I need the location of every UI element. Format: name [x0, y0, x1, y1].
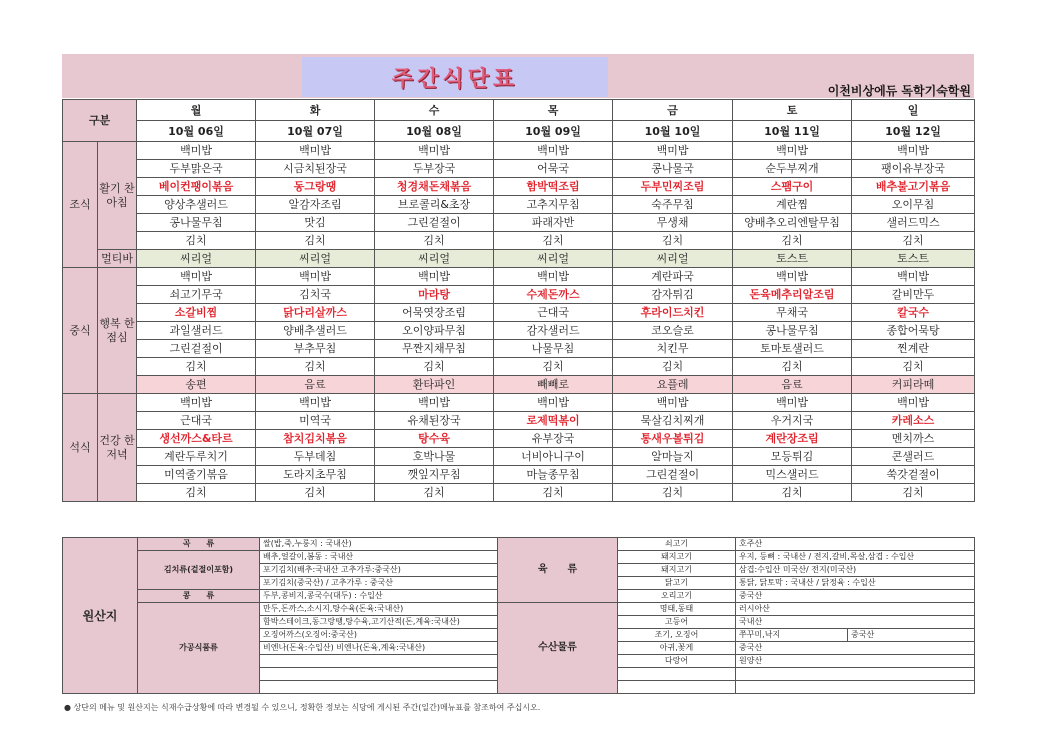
menu-item: 양배추오리엔탈무침	[733, 214, 852, 232]
menu-item: 콩나물무침	[733, 322, 852, 340]
menu-item: 감자튀김	[613, 286, 733, 304]
menu-item: 백미밥	[494, 142, 613, 160]
menu-item: 백미밥	[375, 268, 494, 286]
menu-item: 백미밥	[256, 268, 375, 286]
lunch-sub-label: 행복 한 점심	[98, 268, 137, 394]
menu-item: 소갈비찜	[137, 304, 256, 322]
origin-empty	[618, 668, 736, 681]
menu-item: 토마토샐러드	[733, 340, 852, 358]
date-label: 10월 08일	[375, 121, 494, 142]
menu-item: 카레소스	[852, 412, 975, 430]
menu-item: 통새우볼튀김	[613, 430, 733, 448]
origin-meat-origin: 호주산	[736, 538, 975, 551]
origin-seafood-origin: 쭈꾸미,낙지	[736, 629, 848, 642]
origin-seafood-item: 명태,동태	[618, 603, 736, 616]
origin-meat-label: 육 류	[498, 538, 618, 603]
date-label: 10월 12일	[852, 121, 975, 142]
menu-item: 유부장국	[494, 430, 613, 448]
menu-item: 백미밥	[613, 394, 733, 412]
menu-item: 숙주무침	[613, 196, 733, 214]
menu-item: 수제돈까스	[494, 286, 613, 304]
menu-item: 커피라떼	[852, 376, 975, 394]
page-title: 주간식단표	[302, 57, 608, 97]
origin-empty	[260, 655, 498, 668]
menu-item: 백미밥	[137, 394, 256, 412]
origin-empty	[260, 681, 498, 694]
menu-row	[63, 340, 975, 358]
menu-item: 그린겉절이	[375, 214, 494, 232]
menu-item: 김치	[256, 232, 375, 250]
menu-item: 호박나물	[375, 448, 494, 466]
menu-row	[63, 412, 975, 430]
menu-item: 모등튀김	[733, 448, 852, 466]
menu-item: 백미밥	[256, 394, 375, 412]
menu-item: 백미밥	[256, 142, 375, 160]
menu-item: 백미밥	[852, 394, 975, 412]
menu-item: 김치	[613, 484, 733, 502]
menu-item: 양상추샐러드	[137, 196, 256, 214]
dinner-sub-label: 건강 한 저녁	[98, 394, 137, 502]
day-header-row	[63, 100, 975, 121]
menu-item: 함박떡조림	[494, 178, 613, 196]
menu-item: 우거지국	[733, 412, 852, 430]
multibar-label: 멀티바	[98, 250, 137, 268]
menu-item: 돈육메추리알조림	[733, 286, 852, 304]
menu-item: 김치	[375, 484, 494, 502]
origin-seafood-extra: 중국산	[848, 629, 975, 642]
menu-item: 양배추샐러드	[256, 322, 375, 340]
lunch-extra-row	[63, 376, 975, 394]
menu-item: 로제떡볶이	[494, 412, 613, 430]
origin-bean: 두부,콩비지,콩국수(대두) : 수입산	[260, 590, 498, 603]
date-label: 10월 11일	[733, 121, 852, 142]
menu-item: 코오슬로	[613, 322, 733, 340]
menu-item: 백미밥	[733, 142, 852, 160]
menu-item: 미역줄기볶음	[137, 466, 256, 484]
breakfast-sub-label: 활기 찬 아침	[98, 142, 137, 250]
menu-item: 송편	[137, 376, 256, 394]
menu-item: 환타파인	[375, 376, 494, 394]
dinner-label: 석식	[63, 394, 98, 502]
menu-table	[62, 99, 975, 502]
date-label: 10월 06일	[137, 121, 256, 142]
origin-seafood-origin: 러시아산	[736, 603, 975, 616]
menu-item: 요플레	[613, 376, 733, 394]
menu-item: 쇠고기무국	[137, 286, 256, 304]
menu-item: 마라탕	[375, 286, 494, 304]
origin-bean-label: 콩 류	[138, 590, 260, 603]
menu-item: 김치	[733, 358, 852, 376]
menu-row	[63, 466, 975, 484]
origin-processed: 비엔나(돈육:수입산) 비엔나(돈육,계육:국내산)	[260, 642, 498, 655]
menu-item: 백미밥	[494, 268, 613, 286]
menu-item: 파래자반	[494, 214, 613, 232]
menu-item: 김치	[733, 484, 852, 502]
origin-empty	[260, 668, 498, 681]
menu-item: 시금치된장국	[256, 160, 375, 178]
origin-row	[63, 603, 975, 616]
menu-item: 참치김치볶음	[256, 430, 375, 448]
menu-item: 그린겉절이	[137, 340, 256, 358]
breakfast-extra-row	[63, 250, 975, 268]
menu-item: 스팸구이	[733, 178, 852, 196]
menu-row	[63, 322, 975, 340]
menu-item: 감자샐러드	[494, 322, 613, 340]
origin-processed: 오징어까스(오징어:중국산)	[260, 629, 498, 642]
origin-meat-origin: 중국산	[736, 590, 975, 603]
menu-item: 청경채돈채볶음	[375, 178, 494, 196]
origin-meat-item: 돼지고기	[618, 551, 736, 564]
menu-row	[63, 268, 975, 286]
menu-item: 백미밥	[137, 142, 256, 160]
menu-item: 무생채	[613, 214, 733, 232]
menu-item: 두부데침	[256, 448, 375, 466]
menu-item: 탕수육	[375, 430, 494, 448]
origin-meat-item: 돼지고기	[618, 564, 736, 577]
menu-item: 백미밥	[375, 394, 494, 412]
origin-grain: 쌀(밥,죽,누룽지 : 국내산)	[260, 538, 498, 551]
menu-item: 씨리얼	[375, 250, 494, 268]
menu-item: 베이컨팽이볶음	[137, 178, 256, 196]
menu-item: 부추무침	[256, 340, 375, 358]
date-header-row	[63, 121, 975, 142]
date-label: 10월 10일	[613, 121, 733, 142]
menu-item: 오이양파무침	[375, 322, 494, 340]
day-label: 수	[375, 100, 494, 121]
menu-row	[63, 430, 975, 448]
footnote: ● 상단의 메뉴 및 원산지는 식재수급상황에 따라 변경될 수 있으니, 정확한 정보는 식당에 게시된 주간(일간)메뉴표를 참조하여 주십시오.	[64, 703, 541, 712]
menu-item: 닭다리살까스	[256, 304, 375, 322]
origin-seafood-item: 다랑어	[618, 655, 736, 668]
origin-table	[62, 537, 975, 694]
origin-kimchi: 포기김치(중국산) / 고추가루 : 중국산	[260, 577, 498, 590]
origin-seafood-item: 고등어	[618, 616, 736, 629]
menu-item: 두부장국	[375, 160, 494, 178]
menu-item: 씨리얼	[613, 250, 733, 268]
menu-row	[63, 304, 975, 322]
origin-processed-label: 가공식품류	[138, 603, 260, 694]
menu-item: 김치	[375, 232, 494, 250]
origin-seafood-item: 아귀,꽃게	[618, 642, 736, 655]
menu-row	[63, 286, 975, 304]
menu-item: 계란장조림	[733, 430, 852, 448]
origin-meat-origin: 통닭, 닭토막 : 국내산 / 닭정육 : 수입산	[736, 577, 975, 590]
menu-item: 음료	[256, 376, 375, 394]
origin-kimchi-label: 김치류(겉절이포함)	[138, 551, 260, 590]
menu-item: 김치	[852, 484, 975, 502]
menu-item: 씨리얼	[256, 250, 375, 268]
menu-item: 어묵엿장조림	[375, 304, 494, 322]
menu-item: 생선까스&타르	[137, 430, 256, 448]
origin-meat-item: 닭고기	[618, 577, 736, 590]
menu-item: 김치	[494, 232, 613, 250]
menu-row	[63, 214, 975, 232]
menu-item: 배추불고기볶음	[852, 178, 975, 196]
menu-item: 김치	[137, 232, 256, 250]
menu-item: 빼빼로	[494, 376, 613, 394]
day-label: 토	[733, 100, 852, 121]
menu-row	[63, 160, 975, 178]
menu-item: 김치	[613, 358, 733, 376]
menu-item: 김치	[256, 484, 375, 502]
menu-item: 후라이드치킨	[613, 304, 733, 322]
menu-item: 음료	[733, 376, 852, 394]
menu-item: 오이무침	[852, 196, 975, 214]
menu-item: 토스트	[852, 250, 975, 268]
menu-item: 김치	[375, 358, 494, 376]
day-label: 금	[613, 100, 733, 121]
origin-kimchi: 포기김치(배추:국내산 고추가루:중국산)	[260, 564, 498, 577]
menu-row	[63, 484, 975, 502]
menu-item: 두부맑은국	[137, 160, 256, 178]
menu-item: 순두부찌개	[733, 160, 852, 178]
menu-item: 김치	[494, 358, 613, 376]
origin-meat-origin: 삼겹:수입산 미국산/ 전지(미국산)	[736, 564, 975, 577]
menu-item: 계란파국	[613, 268, 733, 286]
menu-item: 계란찜	[733, 196, 852, 214]
menu-item: 김치	[256, 358, 375, 376]
menu-row	[63, 196, 975, 214]
menu-item: 백미밥	[733, 268, 852, 286]
menu-item: 백미밥	[613, 142, 733, 160]
school-name: 이천비상에듀 독학기숙학원	[827, 84, 971, 98]
origin-seafood-origin: 원양산	[736, 655, 975, 668]
origin-row	[63, 538, 975, 551]
menu-row	[63, 358, 975, 376]
menu-item: 무채국	[733, 304, 852, 322]
menu-item: 너비아니구이	[494, 448, 613, 466]
menu-item: 김치국	[256, 286, 375, 304]
menu-item: 과일샐러드	[137, 322, 256, 340]
menu-item: 나물무침	[494, 340, 613, 358]
menu-item: 묵살김치찌개	[613, 412, 733, 430]
day-label: 목	[494, 100, 613, 121]
menu-item: 쑥갓겉절이	[852, 466, 975, 484]
category-header: 구분	[63, 100, 137, 142]
menu-item: 토스트	[733, 250, 852, 268]
menu-item: 깻잎지무침	[375, 466, 494, 484]
menu-row	[63, 178, 975, 196]
origin-seafood-origin: 중국산	[736, 642, 975, 655]
menu-item: 두부민찌조림	[613, 178, 733, 196]
origin-seafood-item: 조기, 오징어	[618, 629, 736, 642]
menu-item: 맛김	[256, 214, 375, 232]
menu-item: 도라지초무침	[256, 466, 375, 484]
menu-item: 계란두루치기	[137, 448, 256, 466]
menu-item: 김치	[733, 232, 852, 250]
menu-item: 어묵국	[494, 160, 613, 178]
menu-item: 씨리얼	[494, 250, 613, 268]
menu-item: 근대국	[494, 304, 613, 322]
origin-meat-origin: 우지, 등뼈 : 국내산 / 전지,갈비,목살,삼겹 : 수입산	[736, 551, 975, 564]
origin-empty	[736, 668, 975, 681]
date-label: 10월 07일	[256, 121, 375, 142]
menu-item: 멘치까스	[852, 430, 975, 448]
menu-item: 김치	[613, 232, 733, 250]
menu-row	[63, 394, 975, 412]
menu-item: 김치	[852, 232, 975, 250]
origin-processed: 만두,돈까스,소시지,탕수육(돈육:국내산)	[260, 603, 498, 616]
menu-row	[63, 232, 975, 250]
breakfast-label: 조식	[63, 142, 98, 268]
origin-empty	[736, 681, 975, 694]
menu-item: 종합어묵탕	[852, 322, 975, 340]
menu-item: 백미밥	[375, 142, 494, 160]
menu-item: 찐계란	[852, 340, 975, 358]
origin-meat-item: 오리고기	[618, 590, 736, 603]
menu-item: 김치	[494, 484, 613, 502]
menu-item: 콩나물무침	[137, 214, 256, 232]
origin-title: 원산지	[63, 538, 138, 694]
menu-item: 치킨무	[613, 340, 733, 358]
menu-item: 백미밥	[137, 268, 256, 286]
date-label: 10월 09일	[494, 121, 613, 142]
menu-item: 미역국	[256, 412, 375, 430]
menu-item: 유채된장국	[375, 412, 494, 430]
menu-item: 브로콜리&초장	[375, 196, 494, 214]
lunch-label: 중식	[63, 268, 98, 394]
menu-item: 무짠지채무침	[375, 340, 494, 358]
menu-row	[63, 448, 975, 466]
origin-kimchi: 배추,얼갈이,봄동 : 국내산	[260, 551, 498, 564]
day-label: 화	[256, 100, 375, 121]
menu-item: 김치	[852, 358, 975, 376]
origin-meat-item: 쇠고기	[618, 538, 736, 551]
origin-seafood-origin: 국내산	[736, 616, 975, 629]
menu-item: 백미밥	[733, 394, 852, 412]
menu-item: 김치	[137, 484, 256, 502]
menu-item: 고추지무침	[494, 196, 613, 214]
menu-item: 백미밥	[852, 142, 975, 160]
menu-item: 샐러드믹스	[852, 214, 975, 232]
menu-item: 팽이유부장국	[852, 160, 975, 178]
menu-item: 알감자조림	[256, 196, 375, 214]
menu-item: 콩나물국	[613, 160, 733, 178]
menu-item: 알마늘지	[613, 448, 733, 466]
menu-item: 콘샐러드	[852, 448, 975, 466]
day-label: 월	[137, 100, 256, 121]
menu-item: 갈비만두	[852, 286, 975, 304]
menu-item: 백미밥	[494, 394, 613, 412]
origin-processed: 함박스테이크,동그랑땡,탕수육,고기산적(돈,계육:국내산)	[260, 616, 498, 629]
menu-item: 씨리얼	[137, 250, 256, 268]
menu-item: 마늘종무침	[494, 466, 613, 484]
menu-row	[63, 142, 975, 160]
menu-item: 백미밥	[852, 268, 975, 286]
origin-seafood-label: 수산물류	[498, 603, 618, 694]
origin-grain-label: 곡 류	[138, 538, 260, 551]
menu-item: 칼국수	[852, 304, 975, 322]
menu-item: 그린겉절이	[613, 466, 733, 484]
menu-item: 동그랑땡	[256, 178, 375, 196]
menu-item: 김치	[137, 358, 256, 376]
origin-empty	[618, 681, 736, 694]
menu-item: 근대국	[137, 412, 256, 430]
day-label: 일	[852, 100, 975, 121]
menu-item: 믹스샐러드	[733, 466, 852, 484]
